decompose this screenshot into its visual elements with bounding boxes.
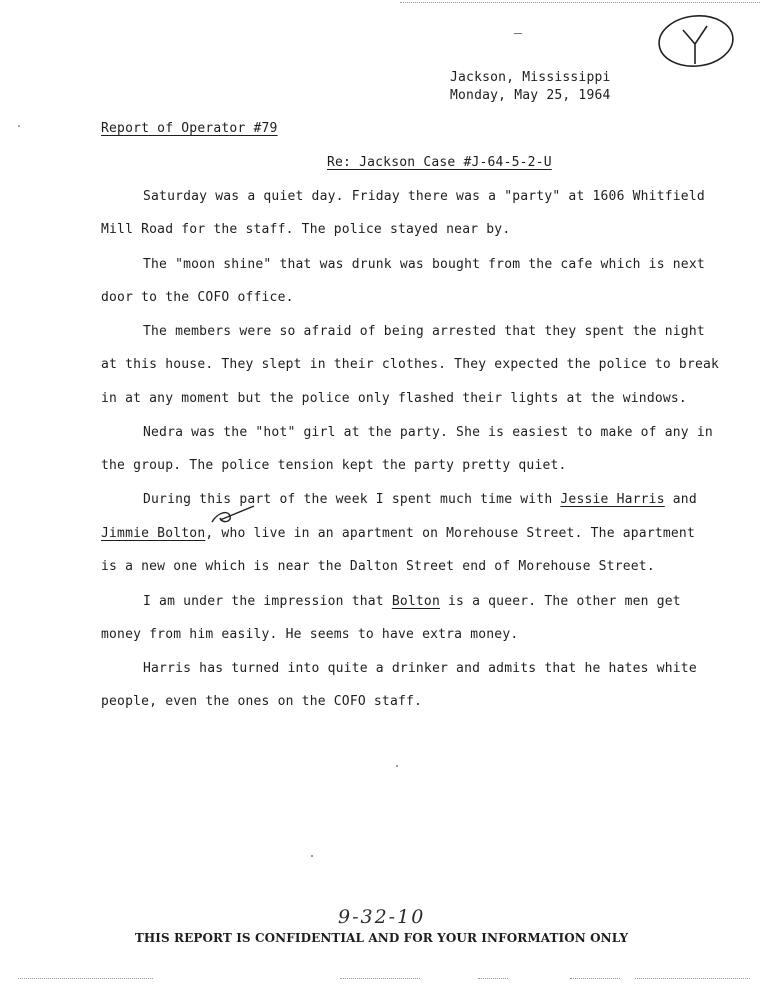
speck bbox=[18, 125, 20, 127]
corner-circle-mark bbox=[655, 12, 740, 70]
body-line: Mill Road for the staff. The police stayed near by. bbox=[101, 222, 511, 237]
handwritten-mark bbox=[208, 502, 258, 528]
bottom-edge-dots bbox=[340, 978, 420, 979]
line-text: I am under the impression that bbox=[143, 594, 392, 609]
line-text: , who live in an apartment on Morehouse Street. The apartment bbox=[205, 526, 695, 541]
body-line: the group. The police tension kept the party pretty quiet. bbox=[101, 458, 567, 473]
underlined-name: Jessie Harris bbox=[560, 492, 665, 507]
line-text: During this part of the week I spent much time with bbox=[143, 492, 561, 507]
bottom-edge-dots bbox=[570, 978, 620, 979]
confidential-footer: THIS REPORT IS CONFIDENTIAL AND FOR YOUR INFORMATION ONLY bbox=[134, 931, 629, 945]
underlined-name: Bolton bbox=[391, 594, 440, 609]
body-line: Saturday was a quiet day. Friday there was a "party" at 1606 Whitfield bbox=[143, 189, 705, 204]
bottom-edge-dots bbox=[478, 978, 508, 979]
underlined-name: Jimmie Bolton bbox=[101, 526, 206, 541]
body-line: Nedra was the "hot" girl at the party. She is easiest to make of any in bbox=[143, 425, 713, 440]
body-line: at this house. They slept in their clothes. They expected the police to break bbox=[101, 357, 720, 372]
top-edge-dots bbox=[400, 2, 760, 3]
speck bbox=[311, 855, 313, 857]
body-line: door to the COFO office. bbox=[101, 290, 294, 305]
body-line: people, even the ones on the COFO staff. bbox=[101, 694, 423, 709]
stray-mark bbox=[514, 33, 522, 34]
body-line: The members were so afraid of being arrested that they spent the night bbox=[143, 324, 705, 339]
report-title: Report of Operator #79 bbox=[101, 121, 278, 136]
header-date: Monday, May 25, 1964 bbox=[450, 88, 611, 103]
body-line: The "moon shine" that was drunk was bought from the cafe which is next bbox=[143, 257, 705, 272]
body-line: Harris has turned into quite a drinker and admits that he hates white bbox=[143, 661, 697, 676]
header-city: Jackson, Mississippi bbox=[450, 70, 611, 85]
line-text: and bbox=[664, 492, 697, 507]
body-line bbox=[101, 526, 695, 541]
handwritten-file-number: 9-32-10 bbox=[338, 906, 426, 928]
speck bbox=[396, 765, 398, 767]
re-line: Re: Jackson Case #J-64-5-2-U bbox=[327, 155, 552, 170]
body-line: money from him easily. He seems to have extra money. bbox=[101, 627, 519, 642]
body-line: in at any moment but the police only flashed their lights at the windows. bbox=[101, 391, 687, 406]
body-line bbox=[143, 594, 681, 609]
bottom-edge-dots bbox=[635, 978, 750, 979]
bottom-edge-dots bbox=[18, 978, 153, 979]
line-text: is a queer. The other men get bbox=[440, 594, 681, 609]
body-line: is a new one which is near the Dalton Street end of Morehouse Street. bbox=[101, 559, 655, 574]
